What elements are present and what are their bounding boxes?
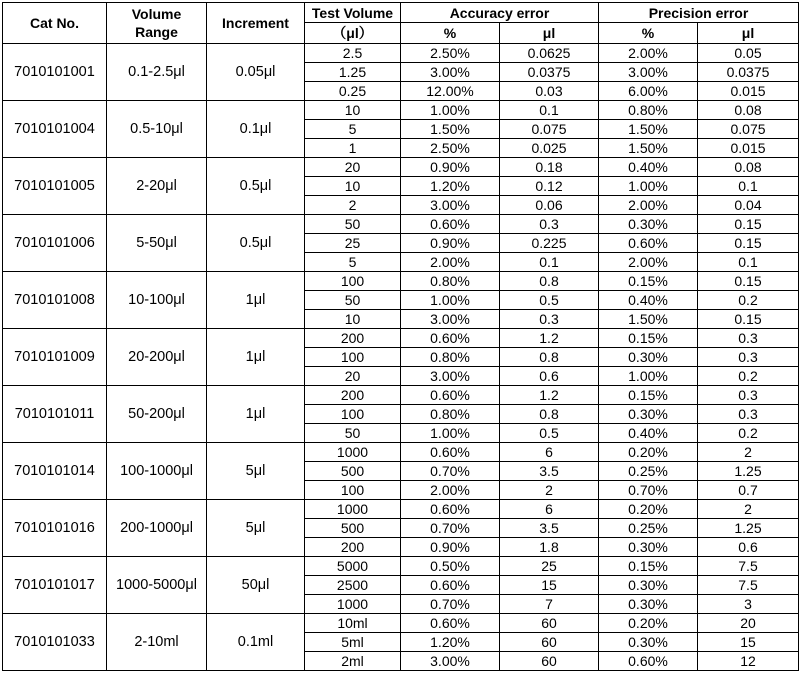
accuracy-percent-cell: 0.60% — [401, 215, 500, 234]
precision-percent-cell: 0.30% — [599, 538, 698, 557]
test-volume-cell: 25 — [305, 234, 401, 253]
accuracy-ul-cell: 1.8 — [500, 538, 599, 557]
test-volume-cell: 500 — [305, 519, 401, 538]
precision-ul-cell: 0.15 — [698, 234, 799, 253]
test-volume-cell: 50 — [305, 215, 401, 234]
test-volume-cell: 5 — [305, 120, 401, 139]
precision-percent-cell: 0.30% — [599, 215, 698, 234]
accuracy-ul-cell: 0.8 — [500, 272, 599, 291]
precision-ul-cell: 7.5 — [698, 576, 799, 595]
precision-ul-cell: 15 — [698, 633, 799, 652]
table-row — [3, 443, 799, 462]
precision-percent-cell: 0.70% — [599, 481, 698, 500]
accuracy-ul-cell: 1.2 — [500, 386, 599, 405]
accuracy-percent-cell: 0.60% — [401, 443, 500, 462]
cat-no-cell: 7010101009 — [3, 329, 107, 386]
accuracy-percent-cell: 1.00% — [401, 291, 500, 310]
test-volume-cell: 100 — [305, 405, 401, 424]
accuracy-percent-cell: 0.90% — [401, 158, 500, 177]
test-volume-cell: 100 — [305, 272, 401, 291]
precision-ul-cell: 0.3 — [698, 348, 799, 367]
precision-ul-cell: 0.3 — [698, 329, 799, 348]
test-volume-cell: 1000 — [305, 443, 401, 462]
precision-percent-cell: 2.00% — [599, 44, 698, 63]
cat-no-cell: 7010101014 — [3, 443, 107, 500]
table-row — [3, 272, 799, 291]
table-row — [3, 386, 799, 405]
increment-cell: 0.1ml — [207, 614, 305, 671]
table-row — [3, 614, 799, 633]
accuracy-percent-cell: 0.90% — [401, 538, 500, 557]
test-volume-cell: 200 — [305, 538, 401, 557]
accuracy-ul-cell: 0.5 — [500, 424, 599, 443]
precision-percent-cell: 1.50% — [599, 310, 698, 329]
volume-range-cell: 0.1-2.5μl — [107, 44, 207, 101]
volume-range-cell: 200-1000μl — [107, 500, 207, 557]
accuracy-percent-cell: 2.00% — [401, 253, 500, 272]
header-volume-range-line2: Range — [135, 24, 178, 40]
volume-range-cell: 2-20μl — [107, 158, 207, 215]
test-volume-cell: 1 — [305, 139, 401, 158]
test-volume-cell: 10 — [305, 101, 401, 120]
precision-ul-cell: 0.3 — [698, 386, 799, 405]
accuracy-ul-cell: 0.3 — [500, 310, 599, 329]
accuracy-ul-cell: 0.0625 — [500, 44, 599, 63]
accuracy-percent-cell: 3.00% — [401, 310, 500, 329]
cat-no-cell: 7010101001 — [3, 44, 107, 101]
header-test-volume-unit: （μl） — [305, 23, 401, 44]
precision-ul-cell: 1.25 — [698, 462, 799, 481]
test-volume-cell: 10 — [305, 310, 401, 329]
accuracy-ul-cell: 0.12 — [500, 177, 599, 196]
accuracy-percent-cell: 0.60% — [401, 614, 500, 633]
precision-percent-cell: 0.40% — [599, 424, 698, 443]
precision-percent-cell: 0.25% — [599, 462, 698, 481]
header-accuracy-percent: % — [401, 23, 500, 44]
precision-percent-cell: 0.30% — [599, 576, 698, 595]
precision-percent-cell: 1.00% — [599, 367, 698, 386]
test-volume-cell: 200 — [305, 329, 401, 348]
precision-percent-cell: 0.20% — [599, 443, 698, 462]
precision-ul-cell: 7.5 — [698, 557, 799, 576]
precision-ul-cell: 0.075 — [698, 120, 799, 139]
test-volume-cell: 50 — [305, 291, 401, 310]
accuracy-percent-cell: 3.00% — [401, 196, 500, 215]
accuracy-ul-cell: 0.075 — [500, 120, 599, 139]
cat-no-cell: 7010101006 — [3, 215, 107, 272]
accuracy-percent-cell: 0.70% — [401, 595, 500, 614]
precision-percent-cell: 1.50% — [599, 120, 698, 139]
table-row — [3, 101, 799, 120]
accuracy-percent-cell: 0.70% — [401, 519, 500, 538]
test-volume-cell: 10 — [305, 177, 401, 196]
header-row-1 — [3, 3, 799, 23]
accuracy-ul-cell: 0.025 — [500, 139, 599, 158]
test-volume-cell: 2ml — [305, 652, 401, 671]
accuracy-ul-cell: 0.5 — [500, 291, 599, 310]
precision-percent-cell: 0.60% — [599, 234, 698, 253]
accuracy-ul-cell: 3.5 — [500, 462, 599, 481]
accuracy-percent-cell: 12.00% — [401, 82, 500, 101]
test-volume-cell: 1000 — [305, 500, 401, 519]
volume-range-cell: 50-200μl — [107, 386, 207, 443]
table-body — [3, 44, 799, 671]
accuracy-percent-cell: 0.80% — [401, 272, 500, 291]
precision-ul-cell: 0.08 — [698, 158, 799, 177]
accuracy-ul-cell: 0.1 — [500, 101, 599, 120]
increment-cell: 1μl — [207, 386, 305, 443]
accuracy-ul-cell: 0.8 — [500, 348, 599, 367]
accuracy-ul-cell: 15 — [500, 576, 599, 595]
test-volume-cell: 1000 — [305, 595, 401, 614]
precision-percent-cell: 0.40% — [599, 158, 698, 177]
cat-no-cell: 7010101016 — [3, 500, 107, 557]
precision-ul-cell: 0.05 — [698, 44, 799, 63]
precision-ul-cell: 0.015 — [698, 82, 799, 101]
precision-percent-cell: 2.00% — [599, 253, 698, 272]
accuracy-ul-cell: 3.5 — [500, 519, 599, 538]
header-accuracy-ul: μl — [500, 23, 599, 44]
accuracy-percent-cell: 2.00% — [401, 481, 500, 500]
precision-percent-cell: 1.50% — [599, 139, 698, 158]
volume-range-cell: 20-200μl — [107, 329, 207, 386]
accuracy-ul-cell: 60 — [500, 614, 599, 633]
cat-no-cell: 7010101017 — [3, 557, 107, 614]
increment-cell: 0.5μl — [207, 215, 305, 272]
precision-ul-cell: 0.15 — [698, 272, 799, 291]
precision-percent-cell: 0.30% — [599, 633, 698, 652]
increment-cell: 0.1μl — [207, 101, 305, 158]
precision-percent-cell: 3.00% — [599, 63, 698, 82]
cat-no-cell: 7010101033 — [3, 614, 107, 671]
accuracy-percent-cell: 1.00% — [401, 101, 500, 120]
test-volume-cell: 20 — [305, 158, 401, 177]
precision-percent-cell: 0.60% — [599, 652, 698, 671]
accuracy-ul-cell: 7 — [500, 595, 599, 614]
increment-cell: 50μl — [207, 557, 305, 614]
test-volume-cell: 20 — [305, 367, 401, 386]
precision-percent-cell: 0.30% — [599, 595, 698, 614]
precision-ul-cell: 20 — [698, 614, 799, 633]
precision-ul-cell: 0.04 — [698, 196, 799, 215]
header-precision-error: Precision error — [599, 3, 799, 23]
cat-no-cell: 7010101008 — [3, 272, 107, 329]
accuracy-percent-cell: 0.60% — [401, 576, 500, 595]
accuracy-ul-cell: 0.18 — [500, 158, 599, 177]
precision-ul-cell: 0.08 — [698, 101, 799, 120]
volume-range-cell: 10-100μl — [107, 272, 207, 329]
accuracy-ul-cell: 0.3 — [500, 215, 599, 234]
accuracy-percent-cell: 0.80% — [401, 405, 500, 424]
table-row — [3, 557, 799, 576]
accuracy-percent-cell: 0.60% — [401, 386, 500, 405]
accuracy-percent-cell: 3.00% — [401, 367, 500, 386]
precision-percent-cell: 2.00% — [599, 196, 698, 215]
precision-ul-cell: 0.2 — [698, 291, 799, 310]
accuracy-ul-cell: 0.1 — [500, 253, 599, 272]
test-volume-cell: 50 — [305, 424, 401, 443]
accuracy-ul-cell: 1.2 — [500, 329, 599, 348]
precision-ul-cell: 0.15 — [698, 310, 799, 329]
accuracy-percent-cell: 0.90% — [401, 234, 500, 253]
header-test-volume: Test Volume — [305, 3, 401, 23]
test-volume-cell: 2500 — [305, 576, 401, 595]
precision-ul-cell: 0.15 — [698, 215, 799, 234]
header-precision-ul: μl — [698, 23, 799, 44]
cat-no-cell: 7010101005 — [3, 158, 107, 215]
accuracy-ul-cell: 0.03 — [500, 82, 599, 101]
accuracy-percent-cell: 3.00% — [401, 652, 500, 671]
precision-ul-cell: 1.25 — [698, 519, 799, 538]
precision-ul-cell: 0.1 — [698, 253, 799, 272]
test-volume-cell: 2 — [305, 196, 401, 215]
increment-cell: 1μl — [207, 272, 305, 329]
precision-percent-cell: 0.30% — [599, 405, 698, 424]
increment-cell: 0.05μl — [207, 44, 305, 101]
accuracy-percent-cell: 1.50% — [401, 120, 500, 139]
accuracy-percent-cell: 0.60% — [401, 329, 500, 348]
accuracy-ul-cell: 0.8 — [500, 405, 599, 424]
accuracy-ul-cell: 60 — [500, 652, 599, 671]
precision-percent-cell: 1.00% — [599, 177, 698, 196]
precision-percent-cell: 0.15% — [599, 557, 698, 576]
table-row — [3, 215, 799, 234]
precision-ul-cell: 0.015 — [698, 139, 799, 158]
test-volume-cell: 5 — [305, 253, 401, 272]
accuracy-ul-cell: 0.6 — [500, 367, 599, 386]
precision-percent-cell: 0.80% — [599, 101, 698, 120]
precision-ul-cell: 0.6 — [698, 538, 799, 557]
header-precision-percent: % — [599, 23, 698, 44]
header-volume-range-line1: Volume — [131, 6, 182, 22]
increment-cell: 5μl — [207, 500, 305, 557]
accuracy-percent-cell: 1.20% — [401, 633, 500, 652]
test-volume-cell: 500 — [305, 462, 401, 481]
accuracy-ul-cell: 0.225 — [500, 234, 599, 253]
precision-ul-cell: 0.3 — [698, 405, 799, 424]
precision-percent-cell: 0.20% — [599, 614, 698, 633]
table-row — [3, 329, 799, 348]
test-volume-cell: 10ml — [305, 614, 401, 633]
table-row — [3, 158, 799, 177]
table-row — [3, 44, 799, 63]
precision-percent-cell: 0.15% — [599, 272, 698, 291]
increment-cell: 1μl — [207, 329, 305, 386]
precision-ul-cell: 2 — [698, 443, 799, 462]
header-cat-no: Cat No. — [3, 3, 107, 44]
precision-ul-cell: 2 — [698, 500, 799, 519]
precision-percent-cell: 0.40% — [599, 291, 698, 310]
cat-no-cell: 7010101004 — [3, 101, 107, 158]
volume-range-cell: 2-10ml — [107, 614, 207, 671]
precision-ul-cell: 0.2 — [698, 367, 799, 386]
increment-cell: 0.5μl — [207, 158, 305, 215]
cat-no-cell: 7010101011 — [3, 386, 107, 443]
accuracy-ul-cell: 6 — [500, 443, 599, 462]
accuracy-ul-cell: 25 — [500, 557, 599, 576]
precision-ul-cell: 3 — [698, 595, 799, 614]
header-volume-range — [107, 3, 207, 44]
test-volume-cell: 0.25 — [305, 82, 401, 101]
precision-ul-cell: 0.1 — [698, 177, 799, 196]
pipette-spec-table — [2, 2, 799, 671]
precision-percent-cell: 0.15% — [599, 329, 698, 348]
precision-ul-cell: 0.7 — [698, 481, 799, 500]
accuracy-percent-cell: 3.00% — [401, 63, 500, 82]
test-volume-cell: 5000 — [305, 557, 401, 576]
accuracy-percent-cell: 0.80% — [401, 348, 500, 367]
accuracy-ul-cell: 60 — [500, 633, 599, 652]
accuracy-percent-cell: 0.50% — [401, 557, 500, 576]
test-volume-cell: 1.25 — [305, 63, 401, 82]
test-volume-cell: 100 — [305, 348, 401, 367]
accuracy-ul-cell: 0.0375 — [500, 63, 599, 82]
accuracy-percent-cell: 1.00% — [401, 424, 500, 443]
accuracy-ul-cell: 0.06 — [500, 196, 599, 215]
precision-percent-cell: 0.30% — [599, 348, 698, 367]
precision-ul-cell: 0.0375 — [698, 63, 799, 82]
volume-range-cell: 5-50μl — [107, 215, 207, 272]
test-volume-cell: 100 — [305, 481, 401, 500]
precision-percent-cell: 0.15% — [599, 386, 698, 405]
precision-ul-cell: 0.2 — [698, 424, 799, 443]
volume-range-cell: 0.5-10μl — [107, 101, 207, 158]
precision-ul-cell: 12 — [698, 652, 799, 671]
increment-cell: 5μl — [207, 443, 305, 500]
accuracy-percent-cell: 0.60% — [401, 500, 500, 519]
accuracy-percent-cell: 1.20% — [401, 177, 500, 196]
accuracy-ul-cell: 2 — [500, 481, 599, 500]
precision-percent-cell: 0.25% — [599, 519, 698, 538]
volume-range-cell: 100-1000μl — [107, 443, 207, 500]
accuracy-percent-cell: 0.70% — [401, 462, 500, 481]
test-volume-cell: 5ml — [305, 633, 401, 652]
header-accuracy-error: Accuracy error — [401, 3, 599, 23]
precision-percent-cell: 6.00% — [599, 82, 698, 101]
precision-percent-cell: 0.20% — [599, 500, 698, 519]
test-volume-cell: 200 — [305, 386, 401, 405]
test-volume-cell: 2.5 — [305, 44, 401, 63]
table-row — [3, 500, 799, 519]
accuracy-percent-cell: 2.50% — [401, 139, 500, 158]
accuracy-ul-cell: 6 — [500, 500, 599, 519]
volume-range-cell: 1000-5000μl — [107, 557, 207, 614]
accuracy-percent-cell: 2.50% — [401, 44, 500, 63]
header-increment: Increment — [207, 3, 305, 44]
